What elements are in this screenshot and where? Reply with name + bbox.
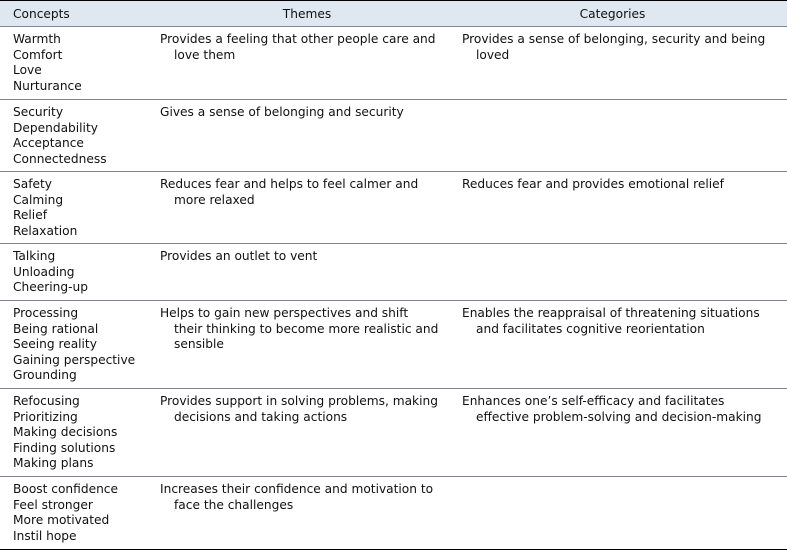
table-row: [0, 244, 787, 301]
category-cell: [448, 389, 787, 476]
concept-item: Boost confidence: [13, 482, 118, 496]
table-row: [0, 100, 787, 172]
concepts-cell: [0, 389, 146, 476]
category-text: Enables the reappraisal of threatening situations and facilitates cognitive reorientation: [462, 306, 760, 336]
theme-text: Increases their confidence and motivation to face the challenges: [160, 482, 434, 512]
header-concepts: Concepts: [13, 6, 70, 21]
theme-cell: [146, 389, 448, 476]
category-text: Reduces fear and provides emotional relief: [462, 177, 724, 191]
concept-item: Comfort: [13, 47, 63, 62]
concept-item: Making plans: [13, 456, 94, 470]
concept-item: Safety: [13, 177, 52, 191]
theme-cell: [146, 301, 448, 388]
concept-item: Grounding: [13, 368, 77, 382]
theme-text: Reduces fear and helps to feel calmer and more relaxed: [160, 177, 419, 207]
theme-text: Gives a sense of belonging and security: [160, 105, 404, 119]
theme-cell: [146, 27, 448, 99]
table-row: [0, 172, 787, 244]
category-text: Enhances one’s self-efficacy and facilitates effective problem-solving and decision-making: [462, 394, 762, 424]
category-cell: [448, 301, 787, 388]
concepts-cell: [0, 244, 146, 300]
concept-item: Prioritizing: [13, 409, 78, 424]
theme-cell: [146, 100, 448, 171]
concept-item: Refocusing: [13, 394, 80, 408]
concept-item: More motivated: [13, 513, 110, 527]
concepts-cell: [0, 477, 146, 549]
theme-text: Provides support in solving problems, making decisions and taking actions: [160, 394, 438, 424]
concept-item: Connectedness: [13, 151, 107, 166]
table-header-row: [0, 1, 787, 27]
header-themes: Themes: [282, 6, 332, 21]
concept-item: Dependability: [13, 120, 98, 135]
concept-item: Finding solutions: [13, 440, 116, 455]
concept-item: Talking: [13, 249, 56, 263]
concept-item: Relaxation: [13, 223, 78, 238]
theme-text: Provides an outlet to vent: [160, 249, 318, 263]
category-text: Provides a sense of belonging, security and being loved: [462, 32, 766, 62]
concepts-cell: [0, 172, 146, 243]
category-cell: [448, 27, 787, 99]
concept-item: Cheering-up: [13, 280, 88, 294]
concept-item: Acceptance: [13, 136, 84, 150]
theme-text: Provides a feeling that other people care and love them: [160, 32, 436, 62]
category-cell: [448, 477, 787, 549]
table-row: [0, 27, 787, 100]
concept-item: Seeing reality: [13, 337, 97, 351]
theme-text: Helps to gain new perspectives and shift their thinking to become more realistic and sensible: [160, 306, 439, 351]
concept-item: Nurturance: [13, 78, 82, 93]
category-cell: [448, 172, 787, 243]
table-row: [0, 389, 787, 477]
concept-item: Calming: [13, 192, 64, 207]
concept-item: Making decisions: [13, 425, 118, 439]
concept-item: Feel stronger: [13, 497, 93, 512]
concept-item: Gaining perspective: [13, 352, 136, 367]
concept-item: Warmth: [13, 32, 61, 46]
concept-item: Being rational: [13, 321, 99, 336]
theme-cell: [146, 477, 448, 549]
category-cell: [448, 100, 787, 171]
concept-item: Processing: [13, 306, 79, 320]
concepts-cell: [0, 27, 146, 99]
table-row: [0, 477, 787, 550]
concepts-cell: [0, 100, 146, 171]
table-row: [0, 301, 787, 389]
theme-cell: [146, 172, 448, 243]
concept-item: Instil hope: [13, 528, 77, 543]
concept-item: Unloading: [13, 264, 75, 279]
theme-cell: [146, 244, 448, 300]
concept-item: Security: [13, 105, 64, 119]
concept-item: Relief: [13, 208, 47, 222]
concepts-cell: [0, 301, 146, 388]
concept-item: Love: [13, 63, 42, 77]
category-cell: [448, 244, 787, 300]
header-categories: Categories: [579, 6, 646, 21]
table-body: [0, 27, 787, 550]
